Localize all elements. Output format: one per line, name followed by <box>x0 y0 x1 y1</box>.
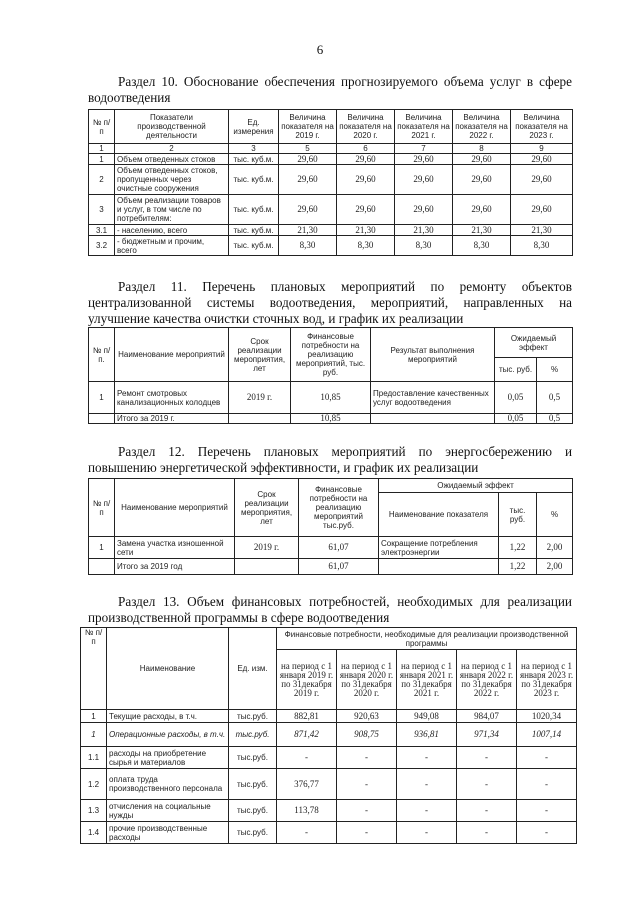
header-cell: % <box>537 358 573 382</box>
table-header-row <box>81 628 577 650</box>
cell: Объем реализации товаров и услуг, в том числе по потребителям: <box>115 195 229 225</box>
header-cell: № п/п <box>89 479 115 537</box>
cell: Замена участка изношенной сети <box>115 537 235 559</box>
cell: 3.1 <box>89 225 115 236</box>
column-number: 1 <box>89 144 115 154</box>
section-13-table <box>80 627 577 844</box>
table-row <box>89 537 573 559</box>
cell: 1 <box>81 723 107 747</box>
header-cell: № п/п <box>89 110 115 144</box>
cell: Предоставление качественных услуг водоотведения <box>371 382 495 414</box>
cell: - <box>337 800 397 822</box>
cell: 21,30 <box>279 225 337 236</box>
cell: 29,60 <box>453 195 511 225</box>
column-number: 5 <box>279 144 337 154</box>
cell: 21,30 <box>511 225 573 236</box>
cell: 1007,14 <box>517 723 577 747</box>
table-row <box>89 195 573 225</box>
cell: тыс. куб.м. <box>229 225 279 236</box>
header-cell: № п/п. <box>89 328 115 382</box>
header-cell: тыс. руб. <box>495 358 537 382</box>
cell: 971,34 <box>457 723 517 747</box>
cell: 1 <box>89 154 115 165</box>
table-row <box>81 822 577 844</box>
column-number-row <box>89 144 573 154</box>
cell: 8,30 <box>337 236 395 256</box>
header-cell: Показатели производственной деятельности <box>115 110 229 144</box>
cell: 1,22 <box>499 537 537 559</box>
cell: - <box>337 822 397 844</box>
header-cell: Ед. изм. <box>229 628 277 710</box>
cell: - <box>457 822 517 844</box>
cell: 1.1 <box>81 747 107 769</box>
section-11-heading: Раздел 11. Перечень плановых мероприятий по ремонту объектов централизованной системы водоотведения, мероприятий, направленных на улучшение качества очистки сточных вод, и график их реализации <box>88 279 572 326</box>
cell: 1.3 <box>81 800 107 822</box>
period-header: на период с 1 января 2019 г. по 31декабря 2019 г. <box>277 650 337 710</box>
header-cell: Величина показателя на 2023 г. <box>511 110 573 144</box>
cell: 3.2 <box>89 236 115 256</box>
cell: оплата труда производственного персонала <box>107 769 229 800</box>
cell: - <box>517 800 577 822</box>
table-row <box>81 747 577 769</box>
header-cell: Финансовые потребности, необходимые для реализации производственной программы <box>277 628 577 650</box>
cell: 0,5 <box>537 414 573 424</box>
cell: тыс.руб. <box>229 710 277 723</box>
cell: тыс.руб. <box>229 822 277 844</box>
cell: 61,07 <box>299 537 379 559</box>
cell: - населению, всего <box>115 225 229 236</box>
cell: Сокращение потребления электроэнергии <box>379 537 499 559</box>
cell: отчисления на социальные нужды <box>107 800 229 822</box>
table-row <box>81 710 577 723</box>
cell: 920,63 <box>337 710 397 723</box>
cell: 29,60 <box>453 154 511 165</box>
section-10-heading: Раздел 10. Обоснование обеспечения прогнозируемого объема услуг в сфере водоотведения <box>88 74 572 105</box>
cell: 1 <box>89 537 115 559</box>
cell: 1 <box>81 710 107 723</box>
cell: 29,60 <box>337 154 395 165</box>
period-header: на период с 1 января 2020 г. по 31декабря 2020 г. <box>337 650 397 710</box>
cell: тыс. куб.м. <box>229 165 279 195</box>
cell: тыс.руб. <box>229 800 277 822</box>
cell: тыс. куб.м. <box>229 195 279 225</box>
header-cell: Финансовые потребности на реализацию мероприятий тыс.руб. <box>299 479 379 537</box>
table-row <box>81 769 577 800</box>
cell: 1.2 <box>81 769 107 800</box>
header-cell: Величина показателя на 2020 г. <box>337 110 395 144</box>
header-cell: Величина показателя на 2022 г. <box>453 110 511 144</box>
cell: 8,30 <box>453 236 511 256</box>
section-13-heading: Раздел 13. Объем финансовых потребностей, необходимых для реализации производственной программы в сфере водоотведения <box>88 594 572 625</box>
header-cell: Ожидаемый эффект <box>379 479 573 493</box>
cell: 908,75 <box>337 723 397 747</box>
cell: Объем отведенных стоков, пропущенных через очистные сооружения <box>115 165 229 195</box>
cell: тыс. куб.м. <box>229 236 279 256</box>
period-header: на период с 1 января 2021 г. по 31декабря 2021 г. <box>397 650 457 710</box>
cell: 2019 г. <box>235 537 299 559</box>
cell: - <box>337 747 397 769</box>
cell: 2019 г. <box>229 382 291 414</box>
cell: 8,30 <box>395 236 453 256</box>
table-header-row <box>89 328 573 358</box>
cell: 882,81 <box>277 710 337 723</box>
header-cell: Результат выполнения мероприятий <box>371 328 495 382</box>
cell: тыс.руб. <box>229 723 277 747</box>
cell: 3 <box>89 195 115 225</box>
cell: 113,78 <box>277 800 337 822</box>
cell: - <box>397 747 457 769</box>
cell: Текущие расходы, в т.ч. <box>107 710 229 723</box>
cell: 10,85 <box>291 414 371 424</box>
cell: 1,22 <box>499 559 537 575</box>
header-cell: Наименование мероприятий <box>115 328 229 382</box>
cell: расходы на приобретение сырья и материалов <box>107 747 229 769</box>
section-10-table <box>88 109 573 256</box>
header-cell: Наименование показателя <box>379 493 499 537</box>
cell: 1.4 <box>81 822 107 844</box>
cell: - <box>277 747 337 769</box>
cell: Операционные расходы, в т.ч. <box>107 723 229 747</box>
column-number: 7 <box>395 144 453 154</box>
cell: 10,85 <box>291 382 371 414</box>
header-cell: Наименование <box>107 628 229 710</box>
cell: - <box>457 747 517 769</box>
period-header: на период с 1 января 2022 г. по 31декабря 2022 г. <box>457 650 517 710</box>
period-header: на период с 1 января 2023 г. по 31декабря 2023 г. <box>517 650 577 710</box>
cell: 871,42 <box>277 723 337 747</box>
cell: 8,30 <box>511 236 573 256</box>
table-row <box>89 236 573 256</box>
cell: 29,60 <box>453 165 511 195</box>
cell: 29,60 <box>279 165 337 195</box>
table-row <box>89 165 573 195</box>
cell: 29,60 <box>511 154 573 165</box>
cell: - <box>337 769 397 800</box>
cell: 8,30 <box>279 236 337 256</box>
cell: 2,00 <box>537 559 573 575</box>
cell: Объем отведенных стоков <box>115 154 229 165</box>
cell: - бюджетным и прочим, всего <box>115 236 229 256</box>
cell: - <box>397 800 457 822</box>
cell: 29,60 <box>279 195 337 225</box>
total-row <box>89 559 573 575</box>
header-cell: Срок реализации мероприятия, лет <box>229 328 291 382</box>
header-cell: тыс. руб. <box>499 493 537 537</box>
cell: 2,00 <box>537 537 573 559</box>
header-cell: Ед. измерения <box>229 110 279 144</box>
cell: 936,81 <box>397 723 457 747</box>
table-row <box>89 225 573 236</box>
column-number: 9 <box>511 144 573 154</box>
cell: - <box>517 822 577 844</box>
cell: тыс.руб. <box>229 769 277 800</box>
cell: 0,5 <box>537 382 573 414</box>
cell: 29,60 <box>279 154 337 165</box>
table-header-row <box>89 479 573 493</box>
column-number: 3 <box>229 144 279 154</box>
cell: 29,60 <box>337 165 395 195</box>
table-row <box>89 154 573 165</box>
cell: - <box>517 769 577 800</box>
cell: прочие производственные расходы <box>107 822 229 844</box>
header-cell: Величина показателя на 2021 г. <box>395 110 453 144</box>
cell: 29,60 <box>395 154 453 165</box>
cell: 1020,34 <box>517 710 577 723</box>
cell: 29,60 <box>395 195 453 225</box>
cell: 21,30 <box>337 225 395 236</box>
cell: Ремонт смотровых канализационных колодцев <box>115 382 229 414</box>
cell: тыс.руб. <box>229 747 277 769</box>
cell: 29,60 <box>511 165 573 195</box>
column-number: 8 <box>453 144 511 154</box>
cell: - <box>457 800 517 822</box>
cell: - <box>397 769 457 800</box>
header-cell: Величина показателя на 2019 г. <box>279 110 337 144</box>
column-number: 2 <box>115 144 229 154</box>
section-12-heading: Раздел 12. Перечень плановых мероприятий по энергосбережению и повышению энергетической эффективности, и график их реализации <box>88 444 572 475</box>
cell: - <box>517 747 577 769</box>
header-cell: Ожидаемый эффект <box>495 328 573 358</box>
header-cell: № п/п <box>81 628 107 710</box>
table-header-row <box>89 110 573 144</box>
total-row <box>89 414 573 424</box>
cell: 949,08 <box>397 710 457 723</box>
cell: 21,30 <box>395 225 453 236</box>
section-11-table <box>88 327 573 424</box>
cell: тыс. куб.м. <box>229 154 279 165</box>
cell: 29,60 <box>511 195 573 225</box>
header-cell: Финансовые потребности на реализацию мероприятий, тыс. руб. <box>291 328 371 382</box>
cell: 61,07 <box>299 559 379 575</box>
total-label: Итого за 2019 год <box>115 559 235 575</box>
total-label: Итого за 2019 г. <box>115 414 229 424</box>
cell: 984,07 <box>457 710 517 723</box>
cell: 1 <box>89 382 115 414</box>
cell: - <box>457 769 517 800</box>
header-cell: Наименование мероприятий <box>115 479 235 537</box>
cell: 21,30 <box>453 225 511 236</box>
cell: 0,05 <box>495 414 537 424</box>
header-cell: % <box>537 493 573 537</box>
table-row <box>89 382 573 414</box>
cell: - <box>397 822 457 844</box>
table-row <box>81 800 577 822</box>
cell: - <box>277 822 337 844</box>
header-cell: Срок реализации мероприятия, лет <box>235 479 299 537</box>
section-12-table <box>88 478 573 575</box>
cell: 29,60 <box>337 195 395 225</box>
cell: 0,05 <box>495 382 537 414</box>
page-number: 6 <box>316 42 324 57</box>
table-row <box>81 723 577 747</box>
cell: 29,60 <box>395 165 453 195</box>
cell: 2 <box>89 165 115 195</box>
column-number: 6 <box>337 144 395 154</box>
cell: 376,77 <box>277 769 337 800</box>
